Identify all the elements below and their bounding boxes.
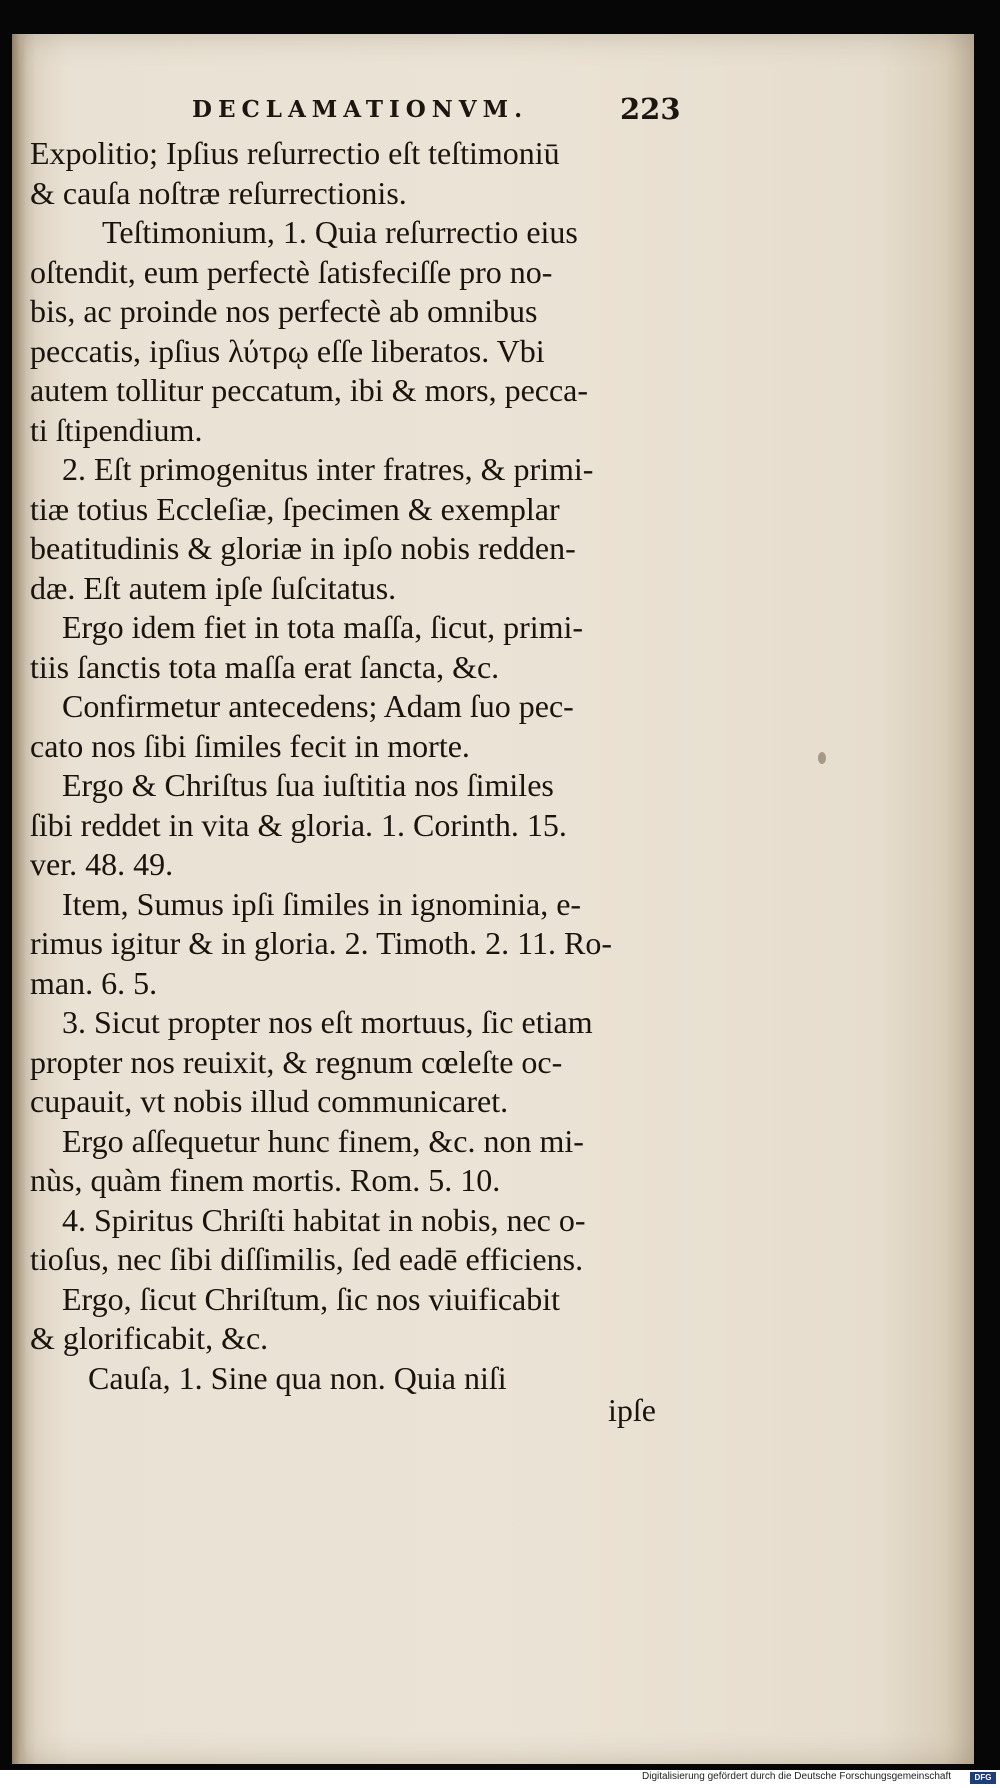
text-line: propter nos reuixit, & regnum cœleſte oc- bbox=[30, 1043, 563, 1080]
text-line: 2. Eſt primogenitus inter fratres, & primi- bbox=[62, 451, 594, 487]
text-line: tioſus, nec ſibi diſſimilis, ſed eadē efficiens. bbox=[30, 1241, 584, 1277]
page-gutter-edge bbox=[12, 34, 26, 1764]
text-line: ver. 48. 49. bbox=[30, 846, 174, 882]
text-line: man. 6. 5. bbox=[30, 964, 158, 1001]
page-number: 223 bbox=[620, 92, 681, 126]
text-line: Ergo aſſequetur hunc finem, &c. non mi- bbox=[62, 1122, 584, 1159]
text-line: cupauit, vt nobis illud communicaret. bbox=[30, 1083, 509, 1119]
text-line: tiæ totius Eccleſiæ, ſpecimen & exemplar bbox=[30, 490, 560, 527]
running-head bbox=[12, 88, 974, 128]
text-line: Item, Sumus ipſi ſimiles in ignominia, e- bbox=[62, 885, 582, 922]
book-page bbox=[12, 34, 974, 1764]
text-line: Cauſa, 1. Sine qua non. Quia niſi bbox=[88, 1359, 507, 1396]
ink-speck bbox=[818, 752, 826, 764]
text-line: 3. Sicut propter nos eſt mortuus, ſic etiam bbox=[62, 1004, 593, 1040]
digitization-credit: Digitalisierung gefördert durch die Deutsche Forschungsgemeinschaft bbox=[642, 1771, 952, 1782]
text-line: & glorificabit, &c. bbox=[30, 1320, 269, 1356]
text-line: dæ. Eſt autem ipſe ſuſcitatus. bbox=[30, 569, 397, 606]
text-line: Teſtimonium, 1. Quia reſurrectio eius bbox=[102, 214, 578, 250]
text-line: Ergo, ſicut Chriſtum, ſic nos viuificabit bbox=[62, 1280, 561, 1317]
text-line: beatitudinis & gloriæ in ipſo nobis redden- bbox=[30, 530, 576, 566]
text-line: peccatis, ipſius λύτρῳ eſſe liberatos. Vbi bbox=[30, 332, 545, 369]
text-line: nùs, quàm finem mortis. Rom. 5. 10. bbox=[30, 1162, 501, 1198]
text-line: & cauſa noſtræ reſurrectionis. bbox=[30, 174, 407, 211]
text-line: ſibi reddet in vita & gloria. 1. Corinth. 15. bbox=[30, 806, 567, 843]
text-line: rimus igitur & in gloria. 2. Timoth. 2. 11. Ro- bbox=[30, 925, 612, 961]
text-line: Ergo & Chriſtus ſua iuſtitia nos ſimiles bbox=[62, 767, 554, 803]
text-line: ti ſtipendium. bbox=[30, 411, 203, 448]
text-line: autem tollitur peccatum, ibi & mors, pecca- bbox=[30, 372, 589, 408]
dfg-logo: DFG bbox=[970, 1772, 996, 1784]
text-line: oſtendit, eum perfectè ſatisfeciſſe pro no- bbox=[30, 253, 553, 290]
text-line: bis, ac proinde nos perfectè ab omnibus bbox=[30, 293, 538, 329]
text-line: tiis ſanctis tota maſſa erat ſancta, &c. bbox=[30, 648, 500, 685]
text-line: Expolitio; Ipſius reſurrectio eſt teſtimoniū bbox=[30, 135, 560, 171]
body-text bbox=[30, 134, 670, 1398]
text-line: 4. Spiritus Chriſti habitat in nobis, nec o- bbox=[62, 1201, 586, 1238]
text-line: Confirmetur antecedens; Adam ſuo pec- bbox=[62, 688, 574, 724]
catchword: ipſe bbox=[608, 1392, 656, 1428]
running-head-title: DECLAMATIONVM. bbox=[192, 96, 529, 123]
text-line: Ergo idem fiet in tota maſſa, ſicut, primi- bbox=[62, 609, 584, 645]
text-line: cato nos ſibi ſimiles fecit in morte. bbox=[30, 727, 470, 764]
